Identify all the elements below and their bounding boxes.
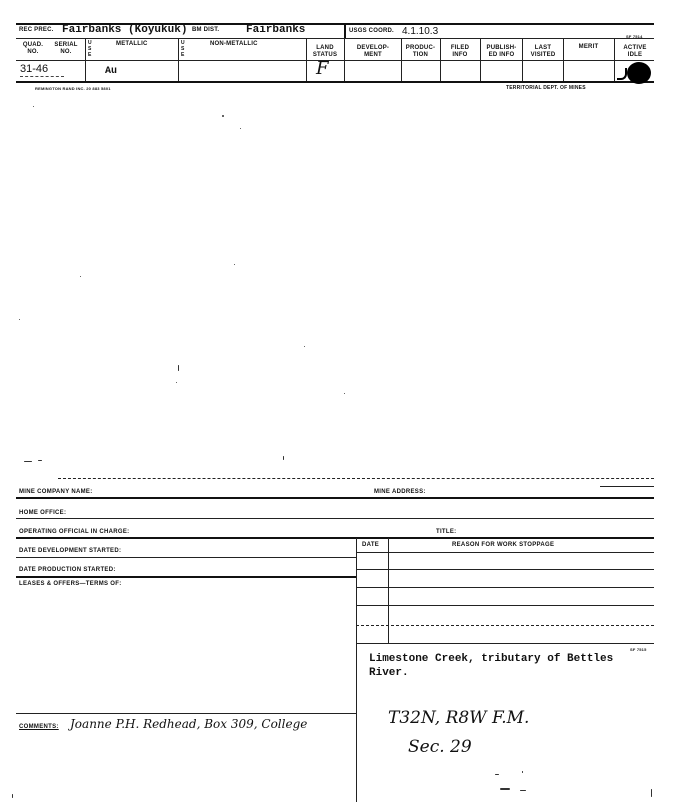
col-non-metallic: NON-METALLIC xyxy=(210,41,258,47)
rec-prec-label: REC PREC. xyxy=(19,27,54,33)
col-quad-no: QUAD. NO. xyxy=(22,42,44,55)
township-range: T32N, R8W F.M. xyxy=(388,708,530,728)
bm-dist-value: Fairbanks xyxy=(246,24,306,36)
metallic-value: Au xyxy=(105,66,118,77)
bm-dist-label: BM DIST. xyxy=(192,27,220,33)
active-idle-tick xyxy=(617,68,627,80)
mine-company-name-label: MINE COMPANY NAME: xyxy=(19,489,93,495)
comments-label: COMMENTS: xyxy=(19,724,59,730)
location-line-1: Limestone Creek, tributary of Bettles xyxy=(369,653,614,665)
imprint-right: TERRITORIAL DEPT. OF MINES xyxy=(506,85,586,91)
section-number: Sec. 29 xyxy=(408,737,472,757)
col-last-visited: LAST VISITED xyxy=(530,45,556,58)
col-filed-info: FILED INFO xyxy=(450,45,470,58)
reason-col-label: REASON FOR WORK STOPPAGE xyxy=(452,542,555,548)
leases-offers-label: LEASES & OFFERS—TERMS OF: xyxy=(19,581,122,587)
col-production: PRODUC-TION xyxy=(405,45,436,58)
col-active-idle: ACTIVE IDLE xyxy=(623,45,647,58)
location-line-2: River. xyxy=(369,667,409,679)
col-use-nonmetallic: U S E xyxy=(181,40,185,58)
comments-handwritten: Joanne P.H. Redhead, Box 309, College xyxy=(70,717,308,731)
title-label: TITLE: xyxy=(436,529,457,535)
form-code-2: SF 7515 xyxy=(630,647,647,652)
form-code: SF 7514 xyxy=(626,34,643,39)
col-published-info: PUBLISH-ED INFO xyxy=(486,45,517,58)
col-land-status: LAND STATUS xyxy=(312,45,338,58)
date-production-started-label: DATE PRODUCTION STARTED: xyxy=(19,567,116,573)
usgs-coord-value: 4.1.10.3 xyxy=(402,26,439,37)
col-development: DEVELOP-MENT xyxy=(356,45,390,58)
col-use-metallic: U S E xyxy=(88,40,92,58)
home-office-label: HOME OFFICE: xyxy=(19,510,67,516)
rec-prec-value: Fairbanks (Koyukuk) xyxy=(62,24,188,36)
active-idle-dot xyxy=(627,62,651,84)
date-col-label: DATE xyxy=(362,542,380,548)
date-development-started-label: DATE DEVELOPMENT STARTED: xyxy=(19,548,122,554)
quad-serial-value: 31-46 xyxy=(20,63,49,75)
col-serial-no: SERIAL NO. xyxy=(54,42,78,55)
col-metallic: METALLIC xyxy=(116,41,148,47)
col-merit: MERIT xyxy=(578,44,599,50)
land-status-mark: F xyxy=(316,58,329,79)
imprint-left: REMINGTON RAND INC. 20 883 5801 xyxy=(35,86,111,91)
mine-address-label: MINE ADDRESS: xyxy=(374,489,426,495)
operating-official-label: OPERATING OFFICIAL IN CHARGE: xyxy=(19,529,130,535)
usgs-coord-label: USGS COORD. xyxy=(349,28,394,34)
